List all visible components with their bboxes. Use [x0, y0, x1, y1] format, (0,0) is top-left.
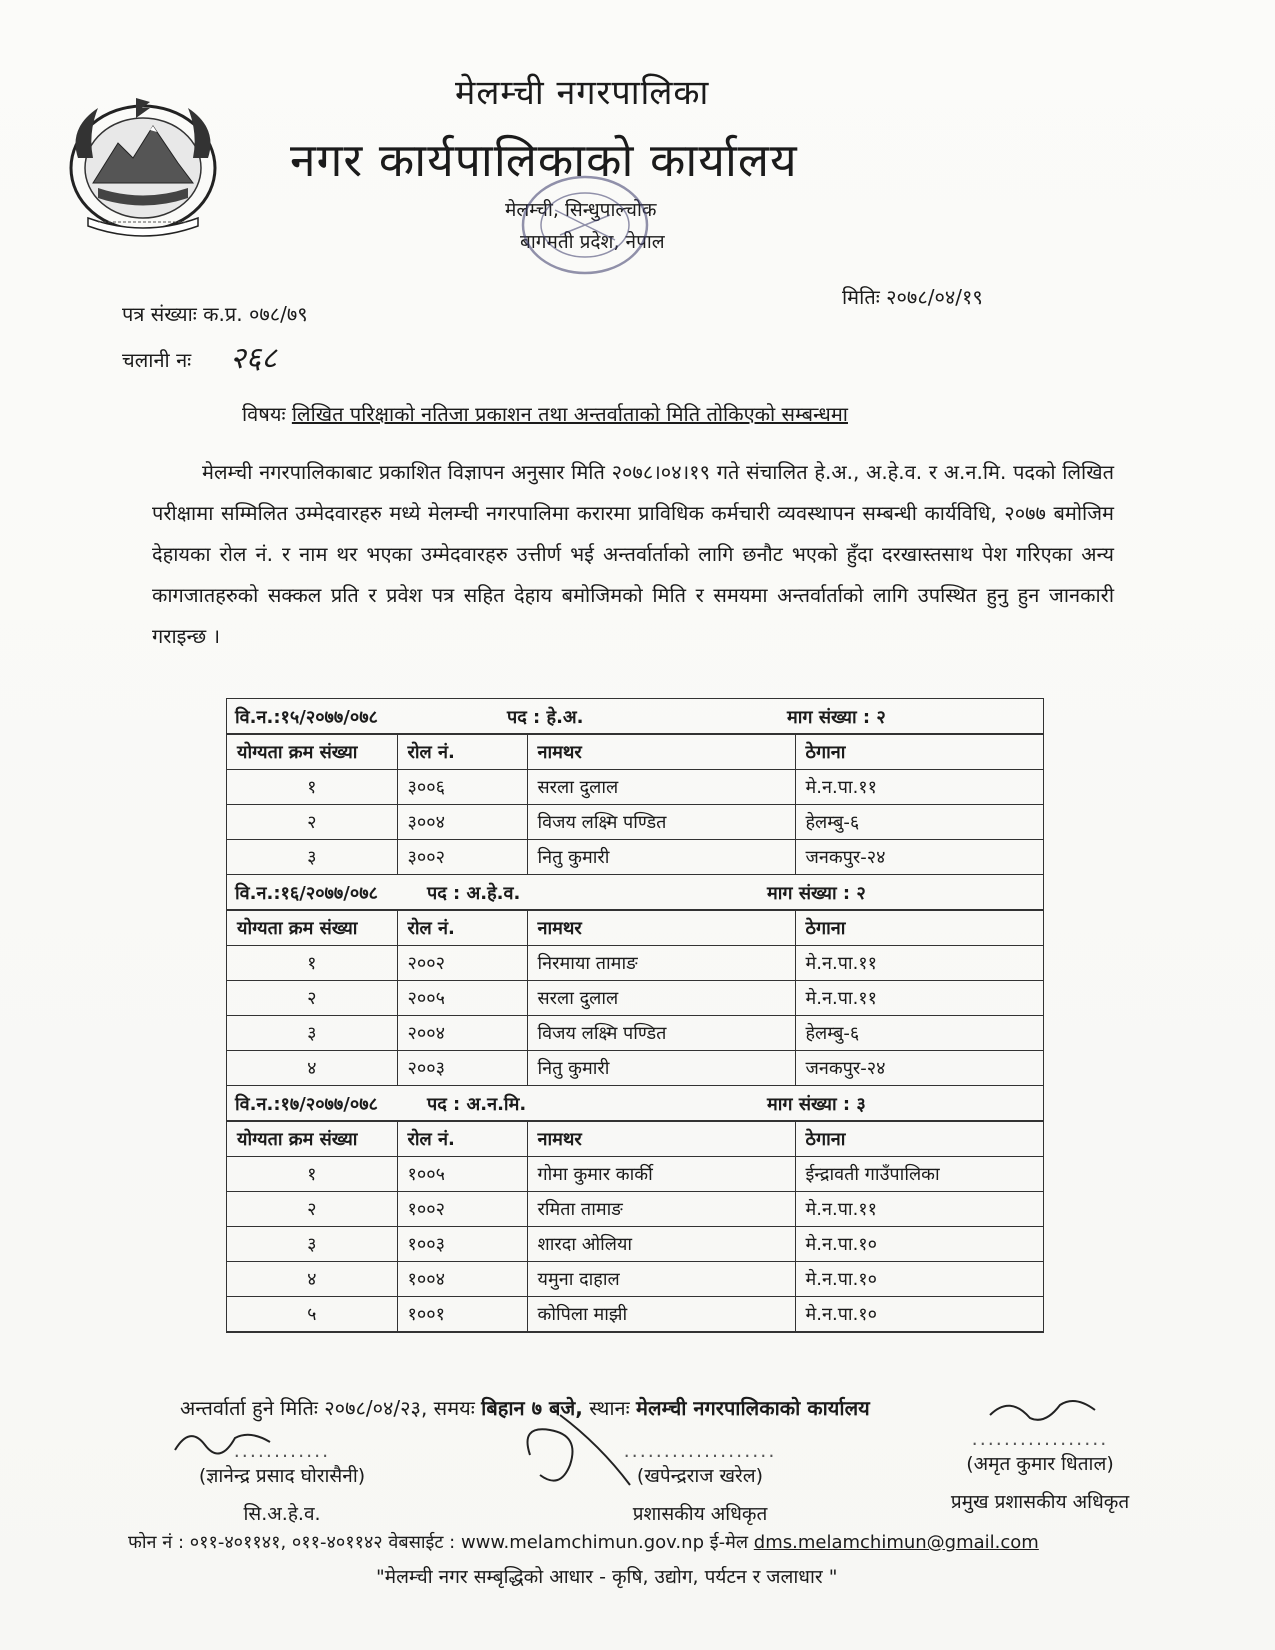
- name-cell: कोपिला माझी: [527, 1297, 795, 1332]
- table-row: [227, 770, 1043, 805]
- signatory-name: (खपेन्द्रराज खरेल): [636, 1465, 764, 1487]
- signatory-name: (अमृत कुमार धिताल): [966, 1453, 1114, 1475]
- col-rank: योग्यता क्रम संख्या: [227, 911, 397, 946]
- table-row: [227, 1192, 1043, 1227]
- col-address: ठेगाना: [795, 735, 1043, 770]
- section-header: [227, 699, 1043, 734]
- name-cell: नितु कुमारी: [527, 840, 795, 875]
- table-row: [227, 1016, 1043, 1051]
- table-header-row: [227, 1122, 1043, 1157]
- interview-time-label: समयः: [433, 1396, 475, 1420]
- demand-count: माग संख्या : २: [767, 883, 866, 904]
- signatory-title: प्रमुख प्रशासकीय अधिकृत: [950, 1491, 1130, 1513]
- name-cell: गोमा कुमार कार्की: [527, 1157, 795, 1192]
- address-cell: जनकपुर-२४: [795, 1051, 1043, 1086]
- post-name: पद : हे.अ.: [507, 707, 584, 728]
- website-link[interactable]: www.melamchimun.gov.np: [460, 1532, 704, 1553]
- name-cell: शारदा ओलिया: [527, 1227, 795, 1262]
- interview-place: मेलम्ची नगरपालिकाको कार्यालय: [636, 1396, 870, 1420]
- col-roll: रोल नं.: [397, 735, 527, 770]
- table-header-row: [227, 735, 1043, 770]
- post-name: पद : अ.न.मि.: [427, 1094, 527, 1115]
- name-cell: विजय लक्ष्मि पण्डित: [527, 805, 795, 840]
- address-cell: मे.न.पा.११: [795, 1192, 1043, 1227]
- rank-cell: ४: [227, 1262, 397, 1297]
- roll-cell: १००१: [397, 1297, 527, 1332]
- roll-cell: २००५: [397, 981, 527, 1016]
- letter-number: पत्र संख्याः क.प्र. ०७८/७९: [122, 302, 308, 326]
- subject-label: विषयः: [242, 402, 286, 426]
- advert-number: वि.न.:१६/२०७७/०७८: [235, 883, 378, 904]
- col-address: ठेगाना: [795, 1122, 1043, 1157]
- col-roll: रोल नं.: [397, 1122, 527, 1157]
- address-cell: मे.न.पा.१०: [795, 1262, 1043, 1297]
- rank-cell: ३: [227, 840, 397, 875]
- address-cell: हेलम्बु-६: [795, 805, 1043, 840]
- name-cell: रमिता तामाङ: [527, 1192, 795, 1227]
- name-cell: यमुना दाहाल: [527, 1262, 795, 1297]
- office-stamp: [515, 170, 655, 280]
- email-link[interactable]: dms.melamchimun@gmail.com: [753, 1532, 1039, 1553]
- rank-cell: १: [227, 946, 397, 981]
- signatory-title: प्रशासकीय अधिकृत: [632, 1503, 768, 1525]
- col-rank: योग्यता क्रम संख्या: [227, 1122, 397, 1157]
- table-row: [227, 1051, 1043, 1086]
- address-cell: जनकपुर-२४: [795, 840, 1043, 875]
- name-cell: नितु कुमारी: [527, 1051, 795, 1086]
- table-row: [227, 805, 1043, 840]
- slogan: "मेलम्ची नगर सम्बृद्धिको आधार - कृषि, उद्योग, पर्यटन र जलाधार ": [376, 1566, 838, 1588]
- rank-cell: ३: [227, 1016, 397, 1051]
- table-row: [227, 1262, 1043, 1297]
- body-paragraph: मेलम्ची नगरपालिकाबाट प्रकाशित विज्ञापन अनुसार मिति २०७८।०४।१९ गते संचालित हे.अ., अ.हे.व. र अ.न.मि. पदको लिखित परीक्षामा सम्मिलित उम्मेदवारहरु मध्ये मेलम्ची नगरपालिमा करारमा प्राविधिक कर्मचारी व्यवस्थापन सम्बन्धी कार्यविधि, २०७७ बमोजिम देहायका रोल नं. र नाम थर भएका उम्मेदवारहरु उत्तीर्ण भई अन्तर्वार्ताको लागि छनौट भएको हुँदा दरखास्तसाथ पेश गरिएका अन्य कागजातहरुको सक्कल प्रति र प्रवेश पत्र सहित देहाय बमोजिमको मिति र समयमा अन्तर्वार्ताको लागि उपस्थित हुनु हुन जानकारी गराइन्छ ।: [152, 460, 1114, 648]
- address-cell: मे.न.पा.१०: [795, 1227, 1043, 1262]
- table-row: [227, 946, 1043, 981]
- name-cell: निरमाया तामाङ: [527, 946, 795, 981]
- table-row: [227, 1157, 1043, 1192]
- roll-cell: १००३: [397, 1227, 527, 1262]
- signature-3-mark: [985, 1390, 1105, 1430]
- col-roll: रोल नं.: [397, 911, 527, 946]
- rank-cell: ३: [227, 1227, 397, 1262]
- roll-cell: ३००६: [397, 770, 527, 805]
- interview-time: बिहान ७ बजे,: [481, 1396, 583, 1420]
- name-cell: विजय लक्ष्मि पण्डित: [527, 1016, 795, 1051]
- nepal-emblem-icon: [58, 88, 228, 238]
- interview-date: अन्तर्वार्ता हुने मितिः २०७८/०४/२३,: [180, 1396, 428, 1420]
- subject-text: लिखित परिक्षाको नतिजा प्रकाशन तथा अन्तर्वाताको मिति तोकिएको सम्बन्धमा: [291, 402, 848, 426]
- signatory-1: [172, 1440, 392, 1526]
- demand-count: माग संख्या : ३: [767, 1094, 866, 1115]
- advert-number: वि.न.:१५/२०७७/०७८: [235, 707, 378, 728]
- rank-cell: २: [227, 1192, 397, 1227]
- col-name: नामथर: [527, 911, 795, 946]
- roll-cell: १००२: [397, 1192, 527, 1227]
- address-cell: मे.न.पा.११: [795, 770, 1043, 805]
- address-cell: हेलम्बु-६: [795, 1016, 1043, 1051]
- name-cell: सरला दुलाल: [527, 981, 795, 1016]
- col-rank: योग्यता क्रम संख्या: [227, 735, 397, 770]
- email-label: ई-मेल: [709, 1532, 749, 1553]
- table-row: [227, 1227, 1043, 1262]
- signature-line: ............: [233, 1440, 331, 1462]
- signature-line: ...................: [623, 1440, 777, 1462]
- name-cell: सरला दुलाल: [527, 770, 795, 805]
- signatory-2: [600, 1440, 800, 1526]
- phone-numbers: फोन नं : ०११-४०११४१, ०११-४०११४२: [128, 1532, 383, 1553]
- section-header: [227, 875, 1043, 910]
- section-header: [227, 1086, 1043, 1121]
- section-table: [227, 1121, 1043, 1332]
- rank-cell: ४: [227, 1051, 397, 1086]
- table-header-row: [227, 911, 1043, 946]
- signature-line: .................: [971, 1428, 1109, 1450]
- municipality-name: मेलम्ची नगरपालिका: [455, 73, 710, 113]
- interview-place-label: स्थानः: [589, 1396, 630, 1420]
- address-cell: ईन्द्रावती गाउँपालिका: [795, 1157, 1043, 1192]
- rank-cell: २: [227, 805, 397, 840]
- contact-footer: [128, 1530, 1039, 1554]
- table-row: [227, 840, 1043, 875]
- website-label: वेबसाईट :: [388, 1532, 456, 1553]
- col-address: ठेगाना: [795, 911, 1043, 946]
- roll-cell: २००३: [397, 1051, 527, 1086]
- signatory-name: (ज्ञानेन्द्र प्रसाद घोरासैनी): [198, 1465, 366, 1487]
- dispatch-number-label: चलानी नः: [122, 348, 192, 372]
- rank-cell: २: [227, 981, 397, 1016]
- letter-date: मितिः २०७८/०४/१९: [842, 285, 983, 309]
- signatory-title: सि.अ.हे.व.: [243, 1503, 321, 1525]
- roll-cell: ३००२: [397, 840, 527, 875]
- roll-cell: २००२: [397, 946, 527, 981]
- roll-cell: ३००४: [397, 805, 527, 840]
- office-name: नगर कार्यपालिकाको कार्यालय: [290, 133, 798, 187]
- rank-cell: १: [227, 770, 397, 805]
- address-line-2: बागमती प्रदेश, नेपाल: [520, 231, 665, 253]
- table-row: [227, 1297, 1043, 1332]
- subject-line: [242, 400, 848, 427]
- section-table: [227, 910, 1043, 1086]
- address-line-1: मेलम्ची, सिन्धुपाल्चोक: [505, 199, 657, 221]
- roll-cell: १००५: [397, 1157, 527, 1192]
- roll-cell: २००४: [397, 1016, 527, 1051]
- col-name: नामथर: [527, 735, 795, 770]
- demand-count: माग संख्या : २: [787, 707, 886, 728]
- address-cell: मे.न.पा.११: [795, 981, 1043, 1016]
- address-cell: मे.न.पा.१०: [795, 1297, 1043, 1332]
- dispatch-number-value: २६८: [230, 341, 277, 376]
- candidates-table: [226, 698, 1044, 1333]
- post-name: पद : अ.हे.व.: [427, 883, 521, 904]
- rank-cell: ५: [227, 1297, 397, 1332]
- rank-cell: १: [227, 1157, 397, 1192]
- address-cell: मे.न.पा.११: [795, 946, 1043, 981]
- col-name: नामथर: [527, 1122, 795, 1157]
- signatory-3: [920, 1428, 1160, 1514]
- roll-cell: १००४: [397, 1262, 527, 1297]
- section-table: [227, 734, 1043, 875]
- table-row: [227, 981, 1043, 1016]
- advert-number: वि.न.:१७/२०७७/०७८: [235, 1094, 378, 1115]
